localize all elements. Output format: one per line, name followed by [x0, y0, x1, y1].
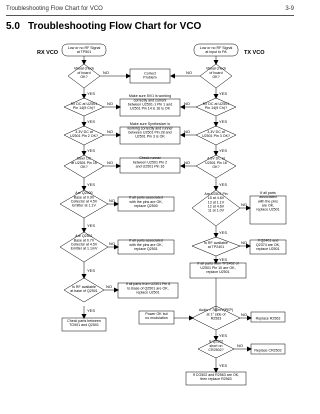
no-mark: NO: [184, 129, 190, 134]
yes-mark: YES: [87, 148, 96, 153]
node-tx-check-q2401: If Q2401 and Q2374 are OK, replace U2501: [255, 238, 281, 251]
yes-mark: YES: [87, 223, 96, 228]
node-replace-cr2502: Replace CR2502: [254, 348, 282, 353]
tx-vco-label: TX VCO: [244, 50, 265, 56]
node-rx-steer: Steer DC at U2501 Pin 16 OK?: [71, 156, 97, 169]
node-rx-start: Low or no RF Signal at TP501: [67, 45, 101, 54]
no-mark: NO: [109, 241, 115, 246]
no-mark: NO: [186, 70, 192, 75]
yes-mark: YES: [87, 119, 96, 124]
no-mark: NO: [107, 101, 113, 106]
node-power-ok: Power OK but no modulation: [145, 311, 168, 320]
node-replace-r2563: Replace R2563: [255, 316, 281, 321]
no-mark: NO: [184, 101, 190, 106]
node-rx-5v: 5V DC at U2501 Pin 14(9 Ch)?: [70, 101, 98, 110]
node-tx-closed: Is Q2502 short on CR2502?: [208, 339, 224, 352]
yes-mark: YES: [219, 230, 228, 235]
yes-mark: YES: [219, 148, 228, 153]
node-final: If CG502 and R2563 are OK, then replace R2563: [192, 372, 240, 381]
node-audio: Audio > 780mV(PEP) at 1° side of R2563: [198, 308, 234, 321]
rx-vco-label: RX VCO: [37, 50, 59, 56]
node-rx-check-parts: Check parts between TG901 and Q2501: [67, 318, 101, 327]
yes-mark: YES: [219, 257, 228, 262]
node-tx-if-all-parts: If all parts associated with the pins are OK, replace U2501: [256, 191, 280, 212]
yes-mark: YES: [219, 333, 228, 338]
yes-mark: YES: [219, 119, 228, 124]
no-mark: NO: [109, 198, 115, 203]
section-number: 5.0: [6, 21, 20, 32]
no-mark: NO: [241, 240, 247, 245]
page-number: 3-9: [285, 6, 294, 12]
node-rx-if-q2500: If all parts associated with the pins are OK, replace Q2500: [129, 195, 163, 208]
node-make-sure-power: Make sure 5V/1 is working correctly and current between U2501-1 Pin 1 and U2501 Pin 14 & 16 is OK: [127, 94, 173, 111]
yes-mark: YES: [87, 91, 96, 96]
no-mark: NO: [106, 284, 112, 289]
yes-mark: YES: [219, 363, 228, 368]
no-mark: NO: [241, 202, 247, 207]
section-title-text: Troubleshooting Flow Chart for VCO: [28, 21, 202, 32]
node-tx-q2501: Are U2501 Pin 15 at 4.6V 13 at 1.1V 12 at 4.6V 11 at 1.0V: [204, 192, 228, 213]
node-rx-if-q2501: If all parts associated with the pins are OK, replace Q2501: [129, 238, 163, 251]
node-tx-if-all-from: If all parts from TP2402 of U2501 Pin 10 are OK, replace U2501: [197, 261, 239, 274]
node-tx-rf-avail: Is RF available at TP2401: [204, 240, 228, 249]
node-make-sure-synth: Make sure Synthesizer is working correctly and runner between U2501 Pin 28 and U2501 Pin 3 is OK: [127, 122, 173, 139]
yes-mark: YES: [87, 182, 96, 187]
node-rx-if-q2501-ok: If all parts from U2501 Pin 8 to Base of Q2501 are OK, replace U2501: [125, 282, 171, 295]
node-rx-rf-avail: Is RF available at base of Q2501: [70, 284, 98, 293]
yes-mark: YES: [219, 182, 228, 187]
no-mark: NO: [237, 343, 243, 348]
no-mark: NO: [107, 160, 113, 165]
no-mark: NO: [103, 70, 109, 75]
node-tx-33v: 3.3V DC at U2501 Pin 3 OK?: [202, 129, 230, 138]
yes-mark: YES: [87, 268, 96, 273]
node-tx-start: Low or no RF Signal at input to PA: [199, 45, 233, 54]
node-correct-problem: Correct Problem: [143, 71, 157, 80]
no-mark: NO: [107, 129, 113, 134]
yes-mark: YES: [87, 308, 96, 313]
node-rx-q2500: Are Q2500 Base at 0.9V Collector at 4.5V Emitter at 1.1V: [70, 191, 98, 208]
node-tx-visual: Visual check of board OK?: [205, 66, 227, 79]
node-rx-visual: Visual check of board OK?: [73, 66, 95, 79]
node-tx-steer: 4.5V DC at U2501 Pin 16 OK?: [205, 156, 227, 169]
yes-mark: YES: [219, 91, 228, 96]
node-rx-q2501: Are Q2501 Base at 0.7V Collector at 4.5V Emitter at 1.1mV: [70, 234, 98, 251]
header-left: Troubleshooting Flow Chart for VCO: [6, 6, 103, 12]
node-rx-33v: 3.3V DC at U2501 Pin 2 OK?: [70, 129, 98, 138]
node-tx-5v: 5V DC at U2501 Pin 14(9 Ch)?: [202, 101, 230, 110]
node-check-runner: Check runner between U2501 Pin 2 and U2501 Pin 16: [132, 156, 168, 169]
no-mark: NO: [184, 160, 190, 165]
no-mark: NO: [241, 312, 247, 317]
